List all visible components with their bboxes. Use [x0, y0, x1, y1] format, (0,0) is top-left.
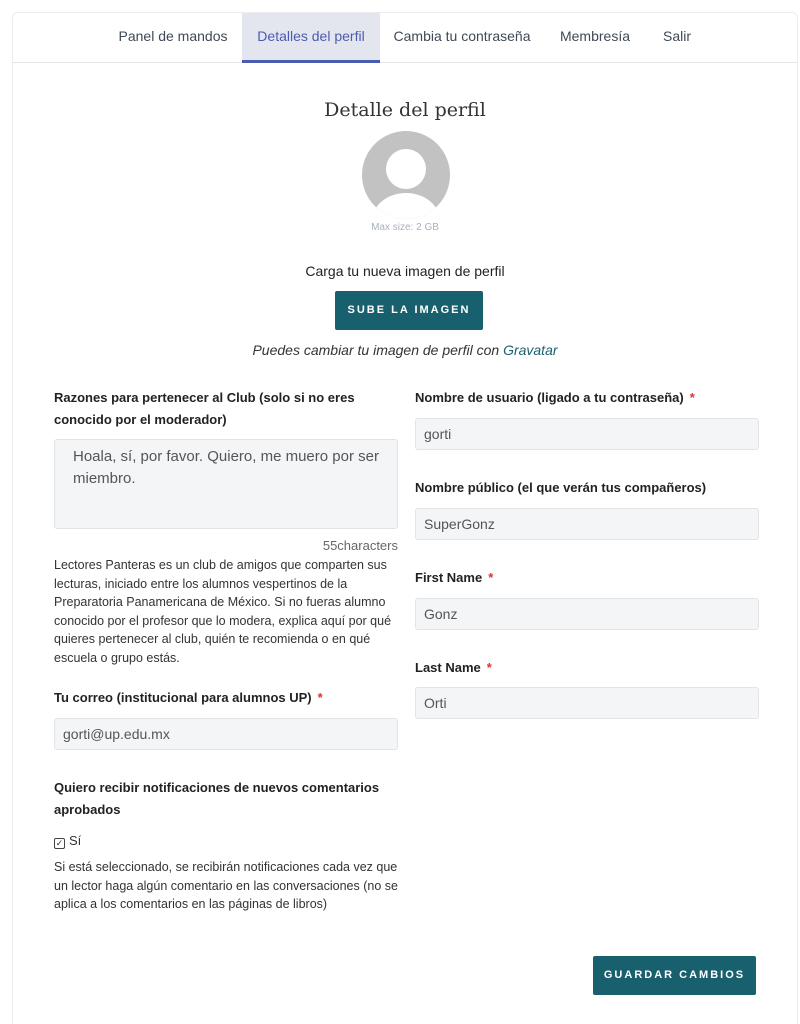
- first-name-label-text: First Name: [415, 570, 483, 585]
- reasons-label: Razones para pertenecer al Club (solo si no eres conocido por el moderador): [54, 390, 355, 427]
- upload-title: Carga tu nueva imagen de perfil: [305, 263, 505, 279]
- email-label-text: Tu correo (institucional para alumnos UP): [54, 690, 312, 705]
- required-mark: *: [317, 690, 323, 705]
- username-field[interactable]: gorti: [415, 418, 759, 450]
- notify-option[interactable]: [54, 833, 81, 849]
- username-label: [415, 387, 760, 409]
- tab-membresia[interactable]: Membresía: [559, 28, 631, 44]
- page-title: Detalle del perfil: [324, 99, 486, 121]
- gravatar-text: Puedes cambiar tu imagen de perfil con: [252, 342, 504, 358]
- public-name-field[interactable]: SuperGonz: [415, 508, 759, 540]
- tab-detalles-del-perfil[interactable]: Detalles del perfil: [242, 13, 380, 63]
- public-name-label: Nombre público (el que verán tus compañeros): [415, 480, 707, 495]
- account-nav: [13, 13, 797, 63]
- notify-label: Quiero recibir notificaciones de nuevos comentarios aprobados: [54, 780, 380, 817]
- username-label-text: Nombre de usuario (ligado a tu contraseña): [415, 390, 684, 405]
- reasons-textarea[interactable]: Hoala, sí, por favor. Quiero, me muero por ser miembro.: [54, 439, 398, 529]
- user-silhouette-icon: [362, 131, 450, 219]
- required-mark: *: [689, 390, 695, 405]
- first-name-label: [415, 567, 760, 589]
- avatar[interactable]: [362, 131, 450, 219]
- tab-panel-de-mandos[interactable]: Panel de mandos: [118, 28, 228, 44]
- required-mark: *: [486, 660, 492, 675]
- email-field[interactable]: gorti@up.edu.mx: [54, 718, 398, 750]
- email-label: [54, 687, 399, 709]
- tab-cambia-tu-contrasena[interactable]: Cambia tu contraseña: [393, 28, 531, 44]
- upload-image-button[interactable]: SUBE LA IMAGEN: [335, 291, 483, 330]
- notify-option-label: Sí: [69, 833, 82, 848]
- max-size-note: Max size: 2 GB: [371, 222, 439, 233]
- gravatar-note: [13, 342, 797, 358]
- gravatar-link[interactable]: Gravatar: [503, 342, 558, 358]
- notify-help-text: Si está seleccionado, se recibirán notificaciones cada vez que un lector haga algún comentario en las conversaciones (no se aplica a los comentarios en las páginas de libros): [54, 860, 398, 911]
- required-mark: *: [488, 570, 494, 585]
- checkbox-checked-icon[interactable]: ✓: [55, 838, 64, 848]
- reasons-help-text: Lectores Panteras es un club de amigos que comparten sus lecturas, iniciado entre los alumnos vespertinos de la Preparatoria Panamericana de México. Si no fueras alumno conocido por el profesor que lo modera, explica aquí por qué quieres pertenecer al club, quién te recomienda o en qué escuela o grupo estás.: [54, 558, 392, 665]
- page-frame: [12, 12, 798, 1024]
- last-name-label: [415, 657, 760, 679]
- last-name-field[interactable]: Orti: [415, 687, 759, 719]
- last-name-label-text: Last Name: [415, 660, 481, 675]
- save-changes-button[interactable]: GUARDAR CAMBIOS: [593, 956, 756, 995]
- tab-salir[interactable]: Salir: [662, 28, 691, 44]
- first-name-field[interactable]: Gonz: [415, 598, 759, 630]
- reasons-char-count: 55characters: [322, 538, 398, 553]
